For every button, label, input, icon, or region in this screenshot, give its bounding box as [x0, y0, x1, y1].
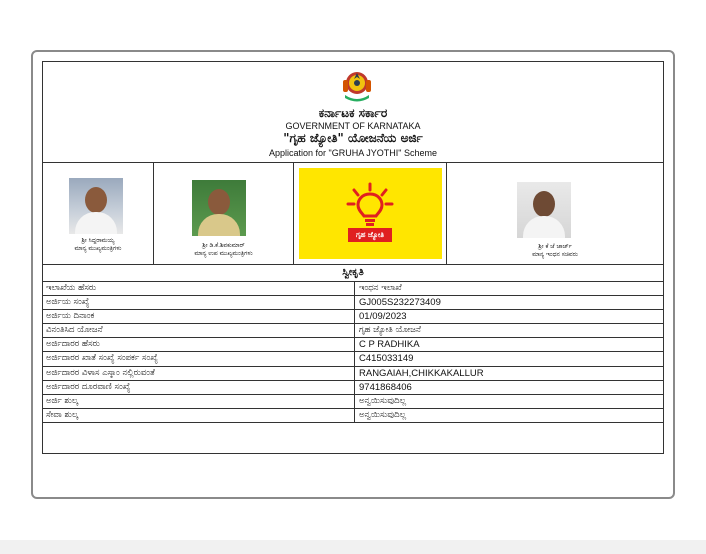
row-label: ಅರ್ಜಿದಾರರ ಖಾತೆ ಸಂಖ್ಯೆ ಸಂಪರ್ಕ ಸಂಖ್ಯೆ: [46, 353, 158, 364]
row-label: ವಿನಂತಿಸಿದ ಯೋಜನೆ: [46, 325, 103, 336]
row-value: C415033149: [359, 353, 414, 365]
scheme-title-kannada: "ಗೃಹ ಜ್ಯೋತಿ" ಯೋಜನೆಯ ಅರ್ಜಿ: [283, 131, 423, 145]
row-value: ಇಂಧನ ಇಲಾಖೆ: [359, 283, 402, 293]
row-value: C P RADHIKA: [359, 339, 420, 351]
logo-label: ಗೃಹ ಜ್ಯೋತಿ: [348, 228, 392, 242]
row-value: 9741868406: [359, 381, 412, 393]
table-row: [43, 338, 663, 352]
row-value: ಅನ್ವಯಿಸುವುದಿಲ್ಲ: [359, 395, 407, 406]
portrait-photo: [517, 182, 571, 238]
portrait-photo: [69, 178, 123, 234]
table-row: [43, 324, 663, 338]
table-row: [43, 381, 663, 395]
row-label: ಅರ್ಜಿಯ ದಿನಾಂಕ: [46, 311, 95, 322]
row-label: ಅರ್ಜಿಯ ಸಂಖ್ಯೆ: [46, 297, 90, 308]
logo-cell: [294, 163, 447, 264]
table-row: [43, 395, 663, 409]
photo-cell-energy-minister: [447, 163, 663, 264]
row-value: RANGAIAH,CHIKKAKALLUR: [359, 367, 484, 379]
table-title: ಸ್ವೀಕೃತಿ: [43, 265, 663, 282]
bottom-strip: [0, 540, 706, 554]
photo-row: [43, 163, 663, 265]
bulb-icon: [345, 182, 395, 228]
row-value: 01/09/2023: [359, 311, 407, 323]
photo-caption-name: ಶ್ರೀ ಸಿದ್ದರಾಮಯ್ಯ: [81, 237, 115, 244]
photo-caption-name: ಶ್ರೀ ಡಿ.ಕೆ.ಶಿವಕುಮಾರ್: [202, 242, 245, 249]
government-title-english: GOVERNMENT OF KARNATAKA: [285, 121, 421, 131]
karnataka-emblem-icon: [337, 67, 377, 105]
row-label: ಅರ್ಜಿ ಶುಲ್ಕ: [46, 395, 79, 406]
row-value: ಗೃಹ ಜ್ಯೋತಿ ಯೋಜನೆ: [359, 325, 421, 336]
acknowledgement-document: [42, 61, 664, 454]
gruha-jyothi-logo: [299, 168, 442, 259]
table-row: [43, 296, 663, 310]
table-row: [43, 367, 663, 381]
row-label: ಅರ್ಜಿದಾರರ ಹೆಸರು: [46, 339, 100, 350]
row-value: GJ005S232273409: [359, 297, 441, 309]
photo-cell-chief-minister: [43, 163, 154, 264]
photo-caption-title: ಮಾನ್ಯ ಉಪ ಮುಖ್ಯಮಂತ್ರಿಗಳು: [194, 250, 253, 257]
government-title-kannada: ಕರ್ನಾಟಕ ಸರ್ಕಾರ: [318, 106, 388, 120]
photo-cell-deputy-cm: [154, 163, 294, 264]
row-label: ಇಲಾಖೆಯ ಹೆಸರು: [46, 283, 97, 293]
portrait-photo: [192, 180, 246, 236]
acknowledgement-table: [43, 265, 663, 423]
photo-caption-name: ಶ್ರೀ ಕೆ ಜೆ ಜಾರ್ಜ್: [538, 243, 572, 250]
table-row: [43, 282, 663, 296]
photo-caption-title: ಮಾನ್ಯ ಇಂಧನ ಸಚಿವರು: [532, 251, 578, 258]
table-row: [43, 409, 663, 423]
photo-caption-title: ಮಾನ್ಯ ಮುಖ್ಯಮಂತ್ರಿಗಳು: [74, 245, 122, 252]
table-row: [43, 352, 663, 366]
table-row: [43, 310, 663, 324]
row-label: ಸೇವಾ ಶುಲ್ಕ: [46, 409, 79, 420]
document-header: [43, 62, 663, 163]
scheme-title-english: Application for "GRUHA JYOTHI" Scheme: [269, 148, 437, 158]
row-value: ಅನ್ವಯಿಸುವುದಿಲ್ಲ: [359, 409, 407, 420]
row-label: ಅರ್ಜಿದಾರರ ದೂರವಾಣಿ ಸಂಖ್ಯೆ: [46, 381, 131, 392]
row-label: ಅರ್ಜಿದಾರರ ವಿಳಾಸ ಎಸ್ಕಾಂ ನಲ್ಲಿರುವಂತೆ: [46, 367, 155, 378]
